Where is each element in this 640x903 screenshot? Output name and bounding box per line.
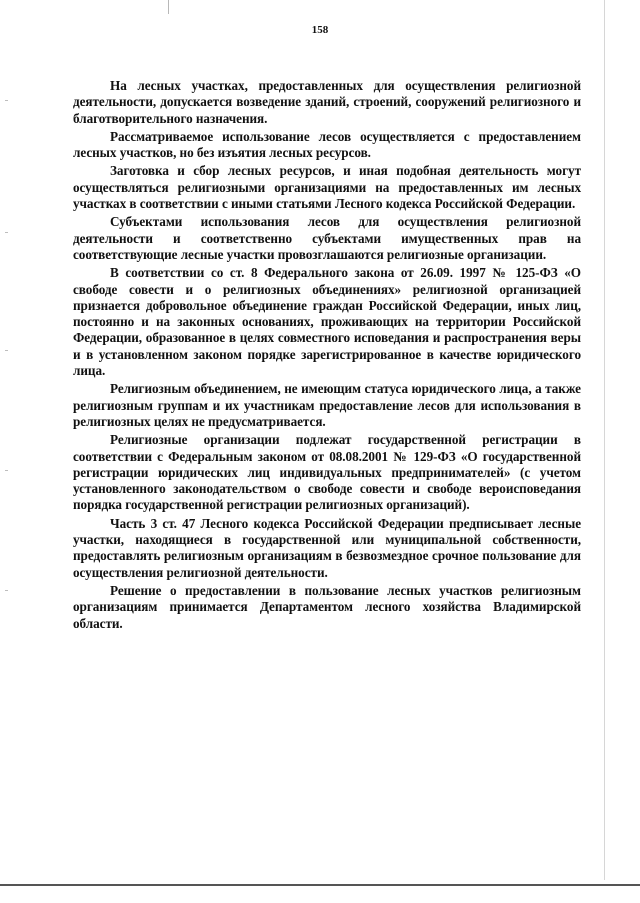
scan-artifact-top-mark [168,0,169,14]
paragraph: Рассматриваемое использование лесов осуществляется с предоставлением лесных участков, но без изъятия лесных ресурсов. [73,128,581,161]
scan-artifact-left-tick [5,350,8,351]
scan-artifact-left-tick [5,100,8,101]
paragraph: Субъектами использования лесов для осуществления религиозной деятельности и соответственно субъектами имущественных прав на соответствующие лесные участки провозглашаются религиозные организации. [73,214,581,262]
paragraph: Заготовка и сбор лесных ресурсов, и иная подобная деятельность могут осуществляться религиозными организациями на предоставленных им лесных участках в соответствии с иными статьями Лесного кодекса Российской Федерации. [73,163,581,212]
paragraph: Решение о предоставлении в пользование лесных участков религиозным организациям принимается Департаментом лесного хозяйства Владимирской области. [73,582,581,631]
scan-artifact-left-tick [5,470,8,471]
scan-artifact-left-tick [5,232,8,233]
paragraph: На лесных участках, предоставленных для осуществления религиозной деятельности, допускается возведение зданий, строений, сооружений религиозного и благотворительного назначения. [73,78,581,126]
paragraph: Религиозные организации подлежат государственной регистрации в соответствии с Федеральным законом от 08.08.2001 № 129-ФЗ «О государственной регистрации юридических лиц индивидуальных предпринимателей» (с учетом установленного законодательством о свободе совести и свободе вероисповедания порядка государственной регистрации религиозных организаций). [73,432,581,513]
paragraph: Религиозным объединением, не имеющим статуса юридического лица, а также религиозным группам и их участникам предоставление лесов для использования в религиозных целях не предусматривается. [73,381,581,429]
paragraph: Часть 3 ст. 47 Лесного кодекса Российской Федерации предписывает лесные участки, находящиеся в государственной или муниципальной собственности, предоставлять религиозным организациям в безвозмездное срочное пользование для осуществления религиозной деятельности. [73,515,581,580]
scan-artifact-left-tick [5,590,8,591]
page-number: 158 [311,24,329,36]
scan-artifact-bottom-line [0,884,640,886]
scan-artifact-right-edge [604,0,605,880]
paragraph: В соответствии со ст. 8 Федерального закона от 26.09. 1997 № 125-ФЗ «О свободе совести и о религиозных объединениях» религиозной организацией признается добровольное объединение граждан Российской Федерации, иных лиц, постоянно и на законных основаниях, проживающих на территории Российской Федерации, образованное в целях совместного исповедания и распространения веры и в установленном законом порядке зарегистрированное в качестве юридического лица. [73,265,581,379]
page-body [73,78,581,634]
